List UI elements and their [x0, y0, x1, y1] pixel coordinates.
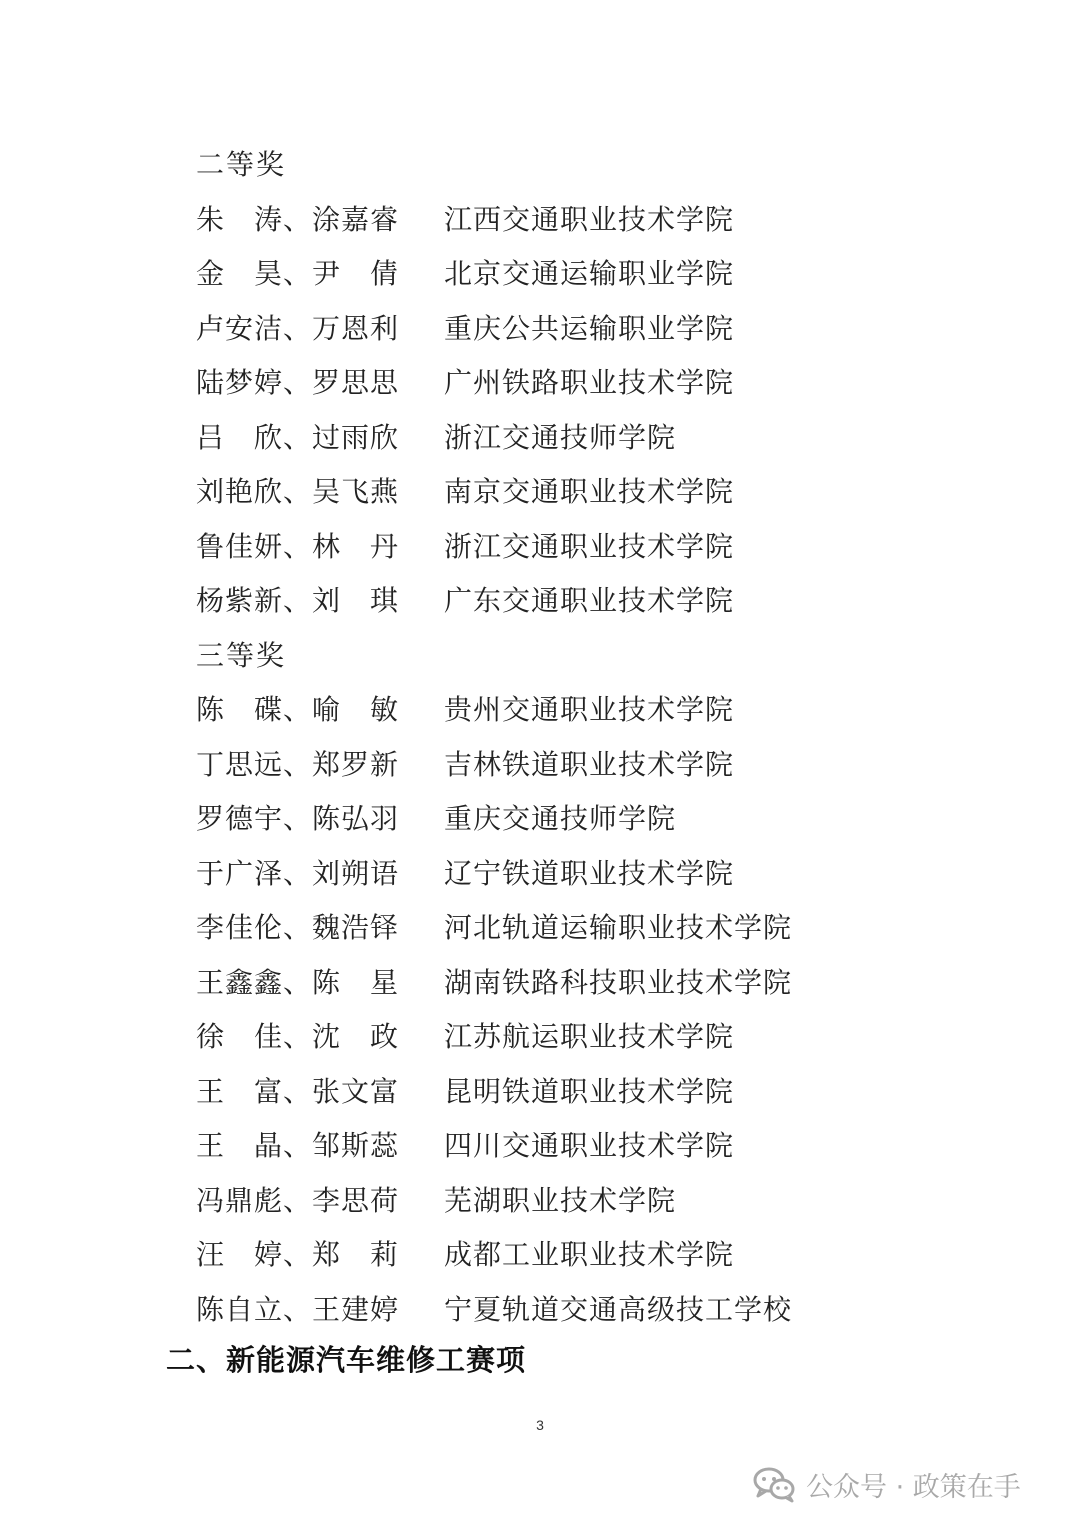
- school-name: 江西交通职业技术学院: [444, 202, 735, 236]
- winner-names: 陈 碟、喻 敏: [196, 693, 400, 726]
- second-prize-heading: 二等奖: [196, 148, 287, 181]
- winner-names: 金 昊、尹 倩: [196, 257, 400, 290]
- winner-names: 徐 佳、沈 政: [196, 1020, 400, 1053]
- award-row: [196, 956, 916, 1011]
- award-row: [196, 1283, 916, 1338]
- school-name: 湖南铁路科技职业技术学院: [444, 965, 793, 999]
- wechat-public-account-watermark: [752, 1460, 1021, 1508]
- winner-names: 丁思远、郑罗新: [196, 747, 400, 781]
- award-row: [196, 1228, 916, 1283]
- award-row: [196, 302, 916, 357]
- award-row: [196, 1065, 916, 1120]
- winner-names: 朱 涛、涂嘉睿: [196, 202, 400, 236]
- winner-names: 吕 欣、过雨欣: [196, 420, 400, 454]
- winner-names: 杨紫新、刘 琪: [196, 584, 400, 617]
- winner-names: 李佳伦、魏浩铎: [196, 911, 400, 944]
- wechat-icon: [752, 1465, 796, 1503]
- winner-names: 冯鼎彪、李思荷: [196, 1183, 400, 1217]
- school-name: 重庆公共运输职业学院: [444, 311, 735, 345]
- school-name: 宁夏轨道交通高级技工学校: [444, 1292, 793, 1326]
- award-row: [196, 901, 916, 956]
- page-number: 3: [536, 1417, 544, 1433]
- winner-names: 卢安洁、万恩利: [196, 311, 400, 345]
- school-name: 广州铁路职业技术学院: [444, 366, 735, 399]
- school-name: 辽宁铁道职业技术学院: [444, 856, 735, 890]
- award-row: [196, 1010, 916, 1065]
- award-row: [196, 792, 916, 847]
- award-row: [196, 1119, 916, 1174]
- third-prize-heading: 三等奖: [196, 638, 287, 672]
- winner-names: 陆梦婷、罗思思: [196, 366, 400, 399]
- school-name: 贵州交通职业技术学院: [444, 693, 735, 726]
- winner-names: 鲁佳妍、林 丹: [196, 529, 400, 563]
- school-name: 江苏航运职业技术学院: [444, 1020, 735, 1053]
- watermark-text: 公众号 · 政策在手: [806, 1471, 1021, 1503]
- school-name: 河北轨道运输职业技术学院: [444, 911, 793, 944]
- school-name: 浙江交通职业技术学院: [444, 529, 735, 563]
- school-name: 浙江交通技师学院: [444, 420, 677, 454]
- school-name: 南京交通职业技术学院: [444, 475, 735, 508]
- school-name: 昆明铁道职业技术学院: [444, 1074, 735, 1108]
- winner-names: 王鑫鑫、陈 星: [196, 965, 400, 999]
- winner-names: 罗德宇、陈弘羽: [196, 802, 400, 835]
- winner-names: 王 富、张文富: [196, 1074, 400, 1108]
- school-name: 吉林铁道职业技术学院: [444, 747, 735, 781]
- award-row: [196, 411, 916, 466]
- school-name: 重庆交通技师学院: [444, 802, 677, 835]
- award-row: [196, 683, 916, 738]
- school-name: 芜湖职业技术学院: [444, 1183, 677, 1217]
- section-heading: 二、新能源汽车维修工赛项: [166, 1343, 527, 1377]
- award-row: [196, 738, 916, 793]
- school-name: 广东交通职业技术学院: [444, 584, 735, 617]
- school-name: 成都工业职业技术学院: [444, 1238, 735, 1271]
- winner-names: 汪 婷、郑 莉: [196, 1238, 400, 1271]
- award-row: [196, 465, 916, 520]
- award-row: [196, 520, 916, 575]
- winner-names: 于广泽、刘朔语: [196, 856, 400, 890]
- award-row: [196, 193, 916, 248]
- award-row: [196, 356, 916, 411]
- winner-names: 刘艳欣、吴飞燕: [196, 475, 400, 508]
- school-name: 北京交通运输职业学院: [444, 257, 735, 290]
- winner-names: 陈自立、王建婷: [196, 1292, 400, 1326]
- school-name: 四川交通职业技术学院: [444, 1129, 735, 1162]
- award-list: [196, 138, 916, 1337]
- winner-names: 王 晶、邹斯蕊: [196, 1129, 400, 1162]
- award-row: [196, 247, 916, 302]
- award-row: [196, 574, 916, 629]
- award-row: [196, 847, 916, 902]
- award-row: [196, 1174, 916, 1229]
